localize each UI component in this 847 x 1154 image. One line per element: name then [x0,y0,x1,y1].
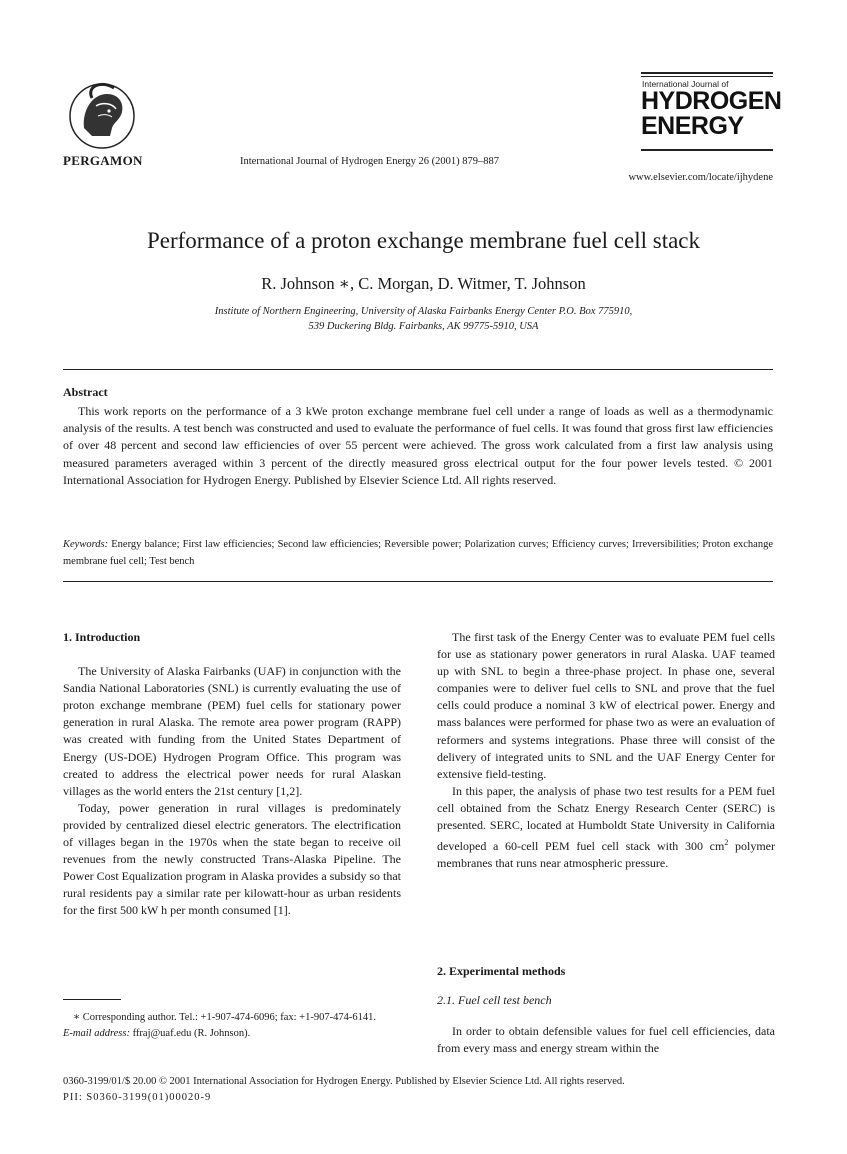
brand-rule-top-2 [641,76,773,78]
brand-rule-top [641,72,773,74]
brand-energy: ENERGY [641,112,744,140]
footnote [63,1010,401,1042]
section-2-heading: 2. Experimental methods [437,964,566,978]
keywords [63,537,773,570]
copyright-line: 0360-3199/01/$ 20.00 © 2001 International Association for Hydrogen Energy. Published by Elsevier Science Ltd. All rights reserved. [63,1076,625,1087]
publisher-name: PERGAMON [63,153,143,168]
affiliation [0,304,847,334]
intro-paragraph-2: Today, power generation in rural villages is predominately provided by centralized diesel electric generators. The electrification of villages began in the 1970s when the state began to receive oil revenues from the newly constructed Trans-Alaska Pipeline. The Power Cost Equalization program in Alaska provides a subsidy so that rural residents pay a similar rate per kilowatt-hour as urban residents for the first 500 kW h per month consumed [1]. [63,800,401,918]
section-1-heading: 1. Introduction [63,630,141,644]
bottom-info [63,1074,625,1105]
subsection-2-1-heading: 2.1. Fuel cell test bench [437,993,552,1007]
abstract-heading: Abstract [63,385,108,399]
brand-small-text: International Journal of [642,79,729,89]
pii-line: PII: S0360-3199(01)00020-9 [63,1091,212,1103]
publisher-logo [62,76,142,156]
intro-paragraph-1: The University of Alaska Fairbanks (UAF) in conjunction with the Sandia National Laboratories (SNL) is currently evaluating the use of proton exchange membrane (PEM) fuel cells for stationary power generation in rural Alaska. The remote area power program (RAPP) was created with funding from the United States Department of Energy (US-DOE) Hydrogen Program Office. This program was created to address the electrical power needs for rural Alaskan villages as the world enters the 21st century [1,2]. [63,664,401,798]
superscript-2: 2 [724,838,729,848]
right-paragraph-3: In order to obtain defensible values for fuel cell efficiencies, data from every mass and energy stream within the [437,1024,775,1056]
right-column-continued [437,1023,775,1057]
footnote-email-line [63,1026,401,1042]
journal-url[interactable]: www.elsevier.com/locate/ijhydene [628,172,773,183]
affiliation-line-2: 539 Duckering Bldg. Fairbanks, AK 99775-5910, USA [308,321,539,332]
email-label: E-mail address: [63,1028,130,1039]
article-title: Performance of a proton exchange membrane fuel cell stack [146,228,701,253]
right-paragraph-2 [437,783,775,872]
brand-hydrogen: HYDROGEN [641,87,782,115]
keywords-label: Keywords: [63,539,109,550]
right-paragraph-2-a: In this paper, the analysis of phase two test results for a PEM fuel cell obtained from the Schatz Energy Research Center (SERC) is presented. SERC, located at Humboldt State University in California developed a 60-cell PEM fuel cell stack with 300 cm [437,783,775,854]
helmeted-head-icon [62,76,142,156]
right-column [437,629,775,872]
email-address[interactable]: ffraj@uaf.edu (R. Johnson). [132,1028,251,1039]
divider-top [63,369,773,370]
divider-bottom [63,581,773,582]
affiliation-line-1: Institute of Northern Engineering, University of Alaska Fairbanks Energy Center P.O. Box 775910, [214,306,633,317]
footnote-corresponding: ∗ Corresponding author. Tel.: +1-907-474-6096; fax: +1-907-474-6141. [73,1012,376,1023]
journal-citation: International Journal of Hydrogen Energy 26 (2001) 879–887 [240,156,500,167]
right-paragraph-2-b: polymer membranes that runs near atmospheric pressure. [437,839,775,871]
keywords-text: Energy balance; First law efficiencies; Second law efficiencies; Reversible power; Polarization curves; Efficiency curves; Irreversibilities; Proton exchange membrane fuel cell; Test bench [63,539,773,567]
left-column [63,629,401,920]
abstract-text: This work reports on the performance of a 3 kWe proton exchange membrane fuel cell under a range of loads as well as a thermodynamic analysis of the results. A test bench was constructed and used to evaluate the performance of fuel cells. It was found that gross first law efficiencies of over 48 percent and second law efficiencies of over 55 percent were achieved. The gross work calculated from a first law analysis using measured parameters averaged within 3 percent of the directly measured gross electrical output for the four power levels tested. © 2001 International Association for Hydrogen Energy. Published by Elsevier Science Ltd. All rights reserved. [63,404,773,487]
right-paragraph-1: The first task of the Energy Center was to evaluate PEM fuel cells for use as stationary power generators in rural Alaska. UAF teamed up with SNL to begin a three-phase project. In phase one, several companies were to deliver fuel cells to SNL and prove that the fuel cells could produce a nominal 3 kW of electrical power. Energy and mass balances were performed for phase two as were an evaluation of reformers and systems integrations. Phase three will consist of the delivery of integrated units to SNL and the UAF Energy Center for extensive field-testing. [437,630,775,781]
journal-brand [641,72,782,153]
footnote-rule [63,999,121,1000]
article-authors: R. Johnson ∗, C. Morgan, D. Witmer, T. Johnson [261,274,586,293]
brand-rule-bottom [641,149,773,151]
